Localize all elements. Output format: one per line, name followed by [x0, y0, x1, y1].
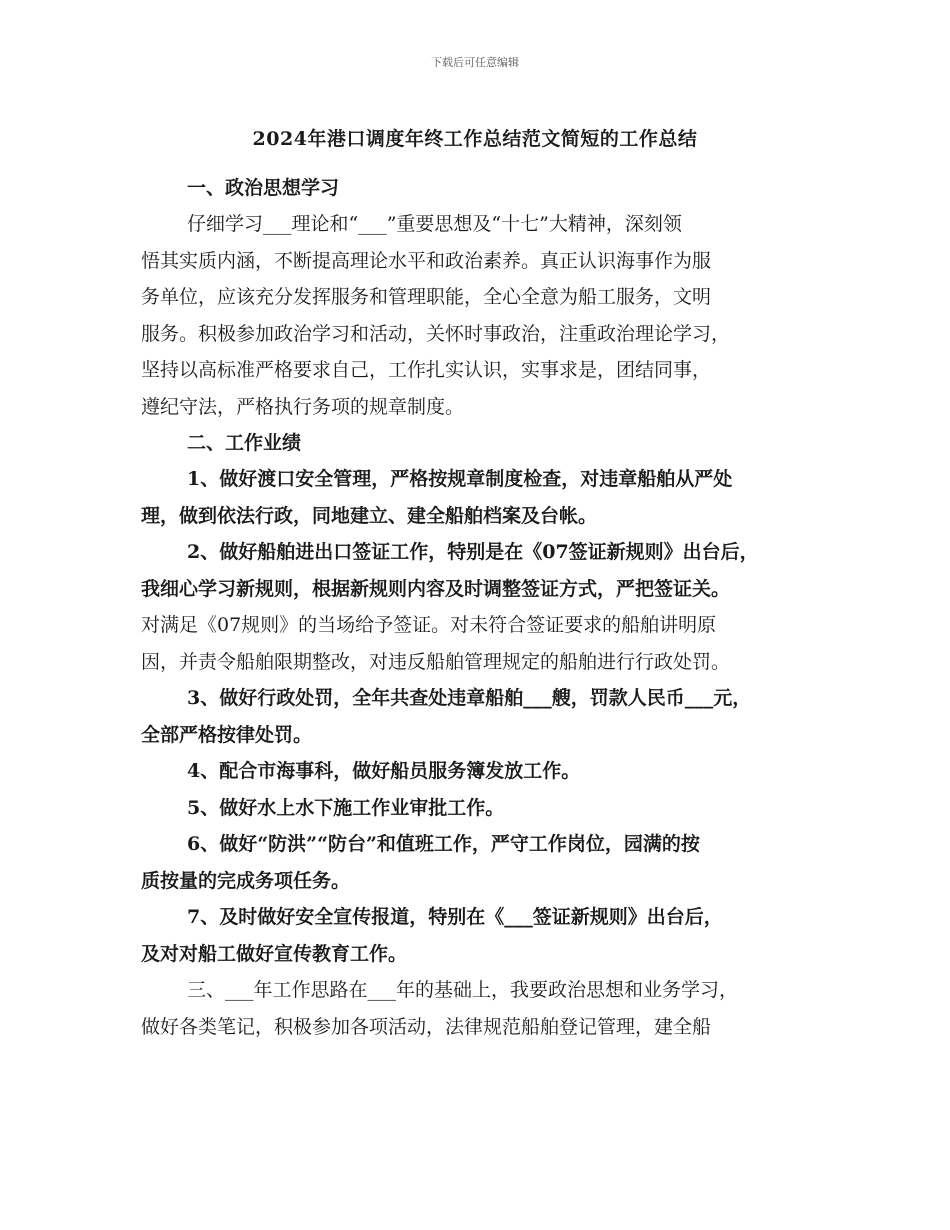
paragraph	[141, 206, 813, 425]
section-heading: 一、政治思想学习	[187, 177, 340, 199]
text-line: 6、做好“防洪”“防台”和值班工作，严守工作岗位，园满的按	[187, 833, 700, 855]
text-line: 遵纪守法，严格执行务项的规章制度。	[141, 395, 465, 418]
text-line: 对满足《07规则》的当场给予签证。对未符合签证要求的船舶讲明原	[141, 614, 717, 636]
text-line: 服务。积极参加政治学习和活动，关怀时事政治，注重政治理论学习，	[141, 322, 731, 345]
text-line: 仔细学习___理论和“___”重要思想及“十七”大精神，深刻领	[187, 213, 682, 235]
text-line: 4、配合市海事科，做好船员服务簿发放工作。	[187, 760, 581, 782]
paragraph	[141, 680, 813, 753]
text-line: 3、做好行政处罚，全年共查处违章船舶___艘，罚款人民币___元，	[187, 687, 752, 709]
text-line: 5、做好水上水下施工作业审批工作。	[187, 796, 505, 819]
paragraph	[141, 534, 813, 607]
paragraph	[141, 461, 813, 534]
document-body	[141, 170, 813, 1045]
text-line: 我细心学习新规则，根据新规则内容及时调整签证方式，严把签证关。	[141, 577, 731, 600]
header-note: 下载后可任意编辑	[431, 56, 519, 69]
text-line: 因，并责令船舶限期整改，对违反船舶管理规定的船舶进行行政处罚。	[141, 650, 731, 673]
paragraph	[141, 972, 813, 1045]
paragraph	[141, 607, 813, 680]
text-line: 全部严格按律处罚。	[141, 723, 313, 746]
text-line: 质按量的完成务项任务。	[141, 869, 351, 892]
section-heading: 二、工作业绩	[187, 432, 302, 454]
text-line: 坚持以高标准严格要求自己，工作扎实认识，实事求是，团结同事，	[141, 359, 712, 381]
text-line: 1、做好渡口安全管理，严格按规章制度检查，对违章船舶从严处	[187, 468, 733, 490]
paragraph	[141, 899, 813, 972]
document-title: 2024年港口调度年终工作总结范文简短的工作总结	[252, 128, 698, 150]
paragraph	[141, 753, 813, 790]
paragraph	[141, 790, 813, 827]
text-line: 及对对船工做好宣传教育工作。	[141, 942, 408, 965]
text-line: 三、___年工作思路在___年的基础上，我要政治思想和业务学习，	[187, 979, 739, 1001]
text-line: 7、及时做好安全宣传报道，特别在《___签证新规则》出台后，	[187, 906, 723, 928]
text-line: 悟其实质内涵，不断提高理论水平和政治素养。真正认识海事作为服	[141, 249, 712, 272]
text-line: 2、做好船舶进出口签证工作，特别是在《07签证新规则》出台后，	[187, 541, 759, 563]
paragraph	[141, 826, 813, 899]
text-line: 做好各类笔记，积极参加各项活动，法律规范船舶登记管理，建全船	[141, 1015, 712, 1038]
text-line: 理，做到依法行政，同地建立、建全船舶档案及台帐。	[141, 504, 598, 527]
text-line: 务单位，应该充分发挥服务和管理职能，全心全意为船工服务，文明	[141, 286, 712, 308]
